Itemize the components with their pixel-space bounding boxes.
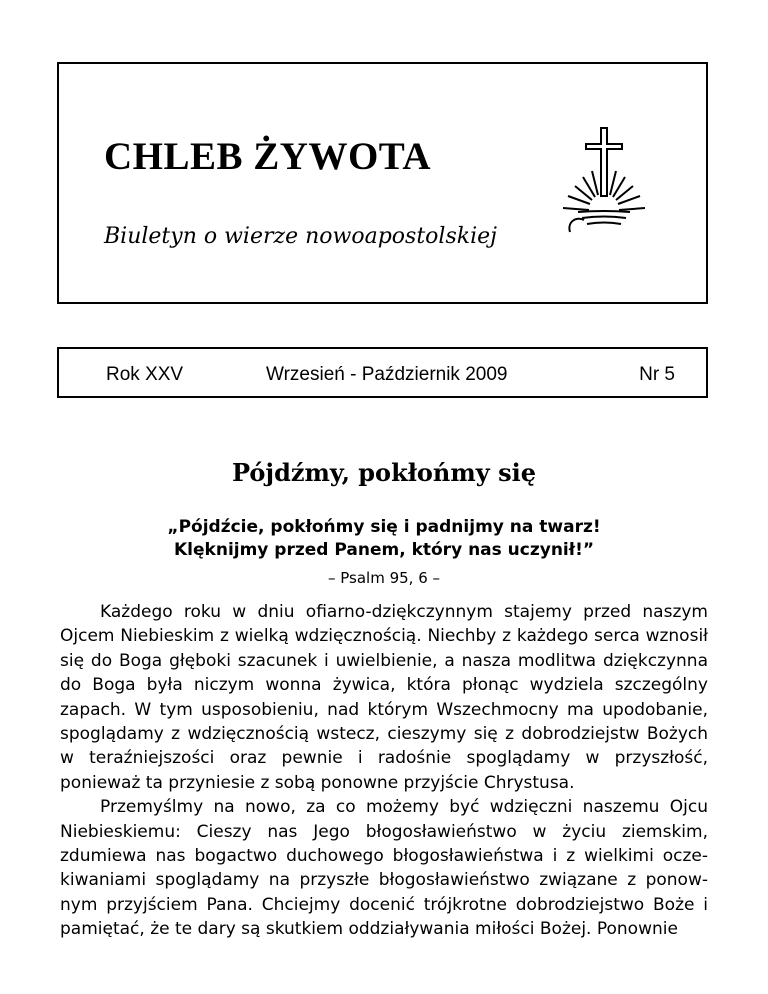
issue-date: Wrzesień - Październik 2009 [266,364,508,385]
scripture-motto [0,516,768,562]
body-paragraph: Przemyślmy na nowo, za co możemy być wdzięczni naszemu Ojcu Niebieskiemu: Cieszy nas Jego błogosławieństwo w życiu ziemskim, zdumiewa nas bogactwo duchowego błogosławieństwa i z wielkimi oczekiwaniami spoglądamy na przyszłe błogosławieństwo związane z ponownym przyjściem Pana. Chciejmy docenić trójkrotne dobrodziejstwo Boże i pamiętać, że te dary są skutkiem oddziaływania miłości Bożej. Ponownie [60,797,708,940]
issue-year: Rok XXV [106,364,184,385]
body-paragraph: Każdego roku w dniu ofiarno-dziękczynnym stajemy przed naszym Ojcem Niebieskim z wielką wdzięcznością. Niechby z każdego serca wznosił się do Boga głęboki szacunek i uwielbienie, a nasza modlitwa dziękczynna do Boga była niczym wonna żywica, która płonąc wydziela szczególny zapach. W tym usposobieniu, nad którym Wszechmocny ma upodobanie, spoglądamy z wdzięcznością wstecz, cieszymy się z dobrodziejstw Bożych w teraźniejszości oraz pewnie i radośnie spoglądamy w przyszłość, ponieważ ta przyniesie z sobą ponowne przyjście Chrystusa. [60,602,708,793]
bulletin-subtitle: Biuletyn o wierze nowoapostolskiej [104,224,497,249]
issue-number: Nr 5 [639,364,675,385]
motto-line: Klęknijmy przed Panem, który nas uczynił!” [174,540,594,560]
article-body [60,600,708,942]
bulletin-title: CHLEB ŻYWOTA [104,135,432,178]
masthead-box [57,62,708,304]
article-title: Pójdźmy, pokłońmy się [232,458,536,487]
cross-rising-sun-icon [554,124,658,244]
motto-line: „Pójdźcie, pokłońmy się i padnijmy na twarz! [167,517,601,537]
motto-reference: – Psalm 95, 6 – [327,569,441,587]
issue-info-bar [57,347,708,398]
